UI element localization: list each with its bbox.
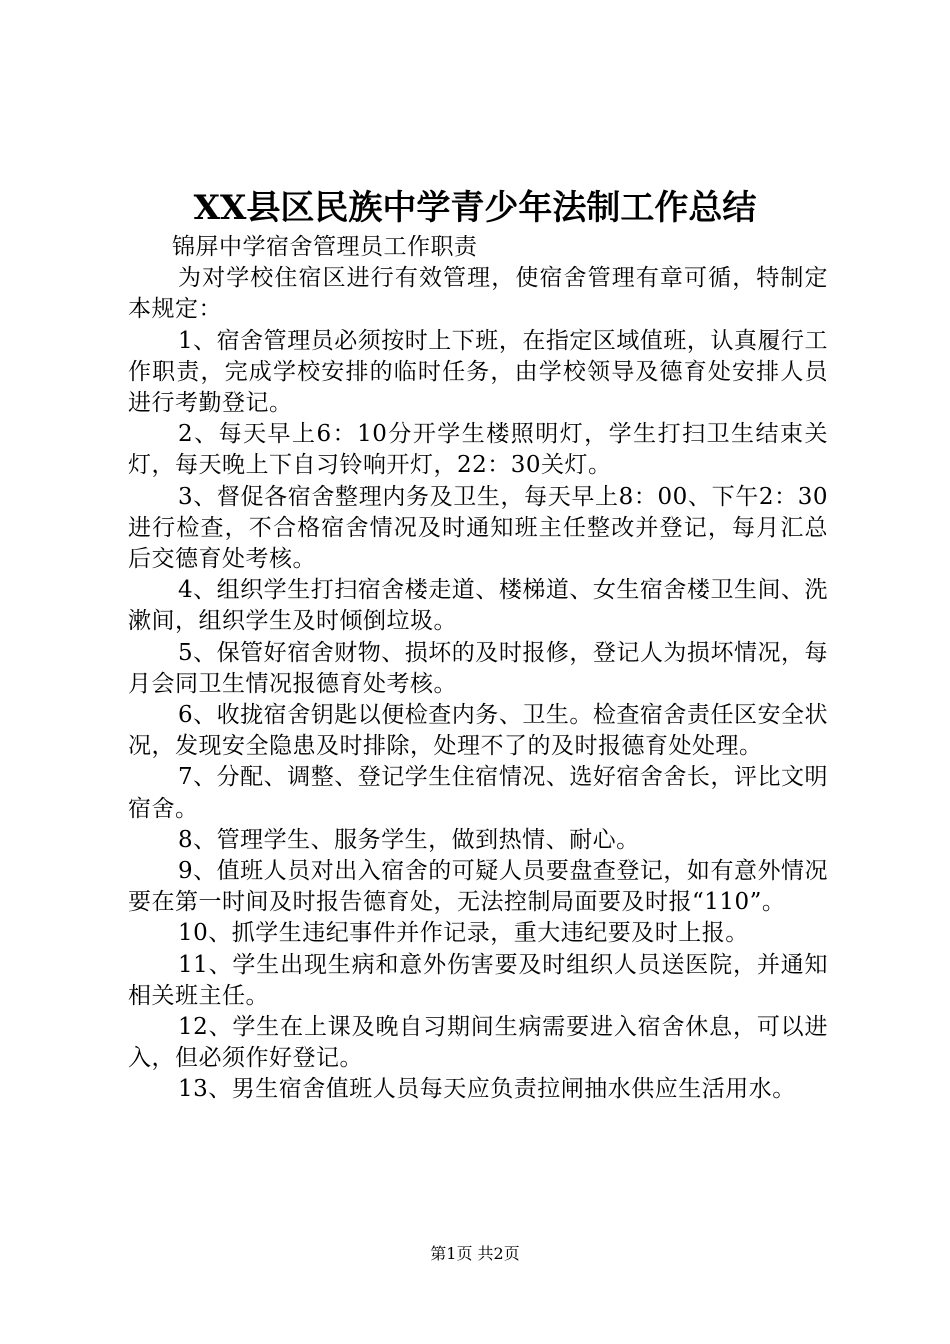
rule-item-4: 4、组织学生打扫宿舍楼走道、楼梯道、女生宿舍楼卫生间、洗漱间，组织学生及时倾倒垃圾。 (128, 577, 828, 635)
rule-item-10: 10、抓学生违纪事件并作记录，重大违纪要及时上报。 (178, 920, 749, 947)
document-title: XX县区民族中学青少年法制工作总结 (193, 188, 757, 228)
rule-item-9: 9、值班人员对出入宿舍的可疑人员要盘查登记，如有意外情况要在第一时间及时报告德育处，无法控制局面要及时报“110”。 (128, 858, 828, 916)
rule-item-1: 1、宿舍管理员必须按时上下班，在指定区域值班，认真履行工作职责，完成学校安排的临时任务，由学校领导及德育处安排人员进行考勤登记。 (128, 327, 828, 417)
rule-item-2: 2、每天早上6：10分开学生楼照明灯，学生打扫卫生结束关灯，每天晚上下自习铃响开灯，22：30关灯。 (128, 421, 828, 479)
intro-paragraph: 为对学校住宿区进行有效管理，使宿舍管理有章可循，特制定本规定： (128, 265, 828, 323)
rule-item-6: 6、收拢宿舍钥匙以便检查内务、卫生。检查宿舍责任区安全状况，发现安全隐患及时排除，处理不了的及时报德育处处理。 (128, 702, 828, 760)
rule-item-11: 11、学生出现生病和意外伤害要及时组织人员送医院，并通知相关班主任。 (128, 951, 828, 1009)
section-heading: 锦屏中学宿舍管理员工作职责 (172, 234, 478, 260)
rule-item-7: 7、分配、调整、登记学生住宿情况、选好宿舍舍长，评比文明宿舍。 (128, 764, 828, 822)
page-footer: 第1页 共2页 (430, 1244, 520, 1263)
rule-item-12: 12、学生在上课及晚自习期间生病需要进入宿舍休息，可以进入，但必须作好登记。 (128, 1014, 828, 1072)
rule-item-3: 3、督促各宿舍整理内务及卫生，每天早上8：00、下午2：30进行检查，不合格宿舍情况及时通知班主任整改并登记，每月汇总后交德育处考核。 (128, 483, 828, 573)
rule-item-13: 13、男生宿舍值班人员每天应负责拉闸抽水供应生活用水。 (178, 1076, 796, 1103)
rule-item-8: 8、管理学生、服务学生，做到热情、耐心。 (178, 826, 640, 853)
document-body (128, 232, 828, 1106)
rule-item-5: 5、保管好宿舍财物、损坏的及时报修，登记人为损坏情况，每月会同卫生情况报德育处考核。 (128, 639, 828, 697)
